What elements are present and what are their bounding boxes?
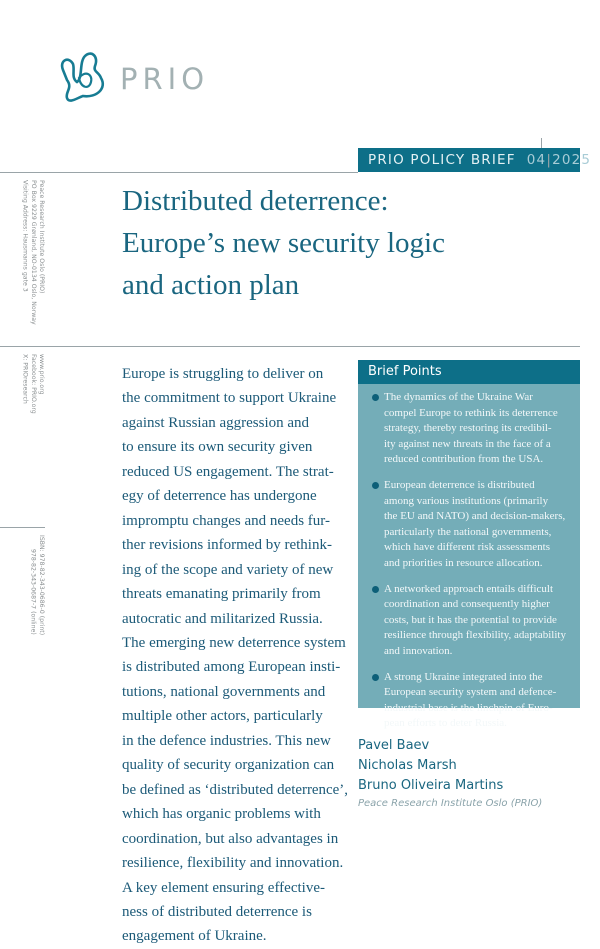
- body-line: egy of deterrence has undergone: [122, 488, 317, 505]
- address-line: PO Box 9229 Grønland, NO-0134 Oslo, Norway: [29, 180, 37, 325]
- body-line: to ensure its own security given: [122, 439, 313, 456]
- isbn-line: 978-82-343-0687-7 (online): [29, 549, 37, 636]
- body-line: ness of distributed deterrence is: [122, 903, 312, 920]
- bullet-icon: [372, 394, 379, 401]
- address-line: Peace Research Institute Oslo (PRIO): [38, 180, 46, 294]
- body-line: ther revisions informed by rethink-: [122, 537, 332, 554]
- brief-point-line: compel Europe to rethink its deterrence: [384, 406, 558, 419]
- isbn-line: ISBN: 978-82-343-0686-0 (print): [37, 535, 45, 636]
- logo-text: PRIO: [120, 62, 210, 96]
- brief-point-line: and innovation.: [384, 644, 453, 657]
- brief-point-line: European deterrence is distributed: [384, 478, 535, 491]
- brief-point-line: costs, but it has the potential to provide: [384, 613, 557, 626]
- brief-point: [372, 670, 574, 732]
- bullet-icon: [372, 482, 379, 489]
- brief-point-line: particularly the national governments,: [384, 525, 552, 538]
- page-title: [122, 180, 542, 306]
- brief-point-line: A strong Ukraine integrated into the: [384, 670, 543, 683]
- body-line: tutions, national governments and: [122, 683, 326, 700]
- body-line: The emerging new deterrence system: [122, 634, 346, 651]
- brief-point-line: resilience through flexibility, adaptability: [384, 629, 566, 642]
- brief-points-list: [358, 384, 580, 732]
- website-link[interactable]: www.prio.org: [38, 354, 46, 395]
- author-name: Pavel Baev: [358, 738, 430, 753]
- brief-point-line: coordination and consequently higher: [384, 598, 550, 611]
- body-line: A key element ensuring effective-: [122, 879, 325, 896]
- body-line: quality of security organization can: [122, 757, 335, 774]
- brief-point-line: and priorities in resource allocation.: [384, 556, 543, 569]
- brief-point-line: The dynamics of the Ukraine War: [384, 391, 533, 403]
- series-banner: PRIO POLICY BRIEF 04|2025: [358, 148, 580, 172]
- x-link[interactable]: X: PRIOresearch: [21, 354, 29, 404]
- bullet-icon: [372, 674, 379, 681]
- brief-point-line: reduced contribution from the USA.: [384, 453, 544, 466]
- brief-point-line: among various institutions (primarily: [384, 494, 549, 507]
- body-line: autocratic and militarized Russia.: [122, 610, 323, 627]
- sidebar-contact: [20, 354, 45, 414]
- issue-year: 2025: [552, 152, 592, 168]
- body-line: threats emanating primarily from: [122, 586, 321, 603]
- body-line: multiple other actors, particularly: [122, 708, 323, 725]
- body-line: coordination, but also advantages in: [122, 830, 339, 847]
- sidebar-address: [20, 180, 45, 325]
- divider: [0, 172, 358, 173]
- brief-point-line: strategy, thereby restoring its credibil-: [384, 422, 552, 435]
- brief-points-box: [358, 360, 580, 730]
- issue-number: 04: [526, 152, 547, 168]
- title-line: Distributed deterrence:: [122, 185, 389, 217]
- sidebar-isbn: [28, 535, 45, 635]
- body-line: resilience, flexibility and innovation.: [122, 855, 344, 872]
- body-line: engagement of Ukraine.: [122, 928, 267, 945]
- facebook-link[interactable]: Facebook: PRIO.org: [29, 354, 37, 414]
- body-line: the commitment to support Ukraine: [122, 390, 337, 407]
- title-line: Europe’s new security logic: [122, 227, 445, 259]
- brief-point-line: pean efforts to deter Russia.: [384, 717, 507, 730]
- brief-points-heading: Brief Points: [358, 360, 580, 384]
- brief-point-line: the EU and NATO) and decision-makers,: [384, 510, 566, 523]
- divider: [0, 527, 45, 528]
- address-line: Visiting Address: Hausmanns gate 3: [21, 180, 29, 292]
- body-line: be defined as ‘distributed deterrence’,: [122, 781, 348, 798]
- brief-point-line: A networked approach entails difficult: [384, 582, 554, 595]
- brief-point-line: which have different risk assessments: [384, 541, 550, 554]
- body-line: ing of the scope and variety of new: [122, 561, 334, 578]
- authors: [358, 736, 542, 812]
- bullet-icon: [372, 586, 379, 593]
- body-line: impromptu changes and needs fur-: [122, 512, 330, 529]
- brief-point-line: European security system and defence-: [384, 686, 557, 699]
- body-line: is distributed among European insti-: [122, 659, 341, 676]
- title-line: and action plan: [122, 269, 300, 301]
- divider: [0, 346, 580, 347]
- series-label: PRIO POLICY BRIEF: [368, 152, 516, 168]
- brief-point-line: ity against new threats in the face of a: [384, 437, 551, 450]
- body-line: in the defence industries. This new: [122, 732, 331, 749]
- body-line: against Russian aggression and: [122, 414, 310, 431]
- author-institution: Peace Research Institute Oslo (PRIO): [358, 798, 543, 809]
- brief-point: [372, 582, 574, 660]
- body-line: Europe is struggling to deliver on: [122, 366, 324, 382]
- brief-point: [372, 390, 574, 468]
- summary-text: [122, 362, 348, 949]
- body-line: which has organic problems with: [122, 806, 321, 823]
- body-line: reduced US engagement. The strat-: [122, 463, 334, 480]
- brief-point: [372, 478, 574, 572]
- author-name: Nicholas Marsh: [358, 758, 457, 773]
- author-name: Bruno Oliveira Martins: [358, 778, 504, 793]
- brief-point-line: industrial base is the linchpin of Euro-: [384, 701, 553, 714]
